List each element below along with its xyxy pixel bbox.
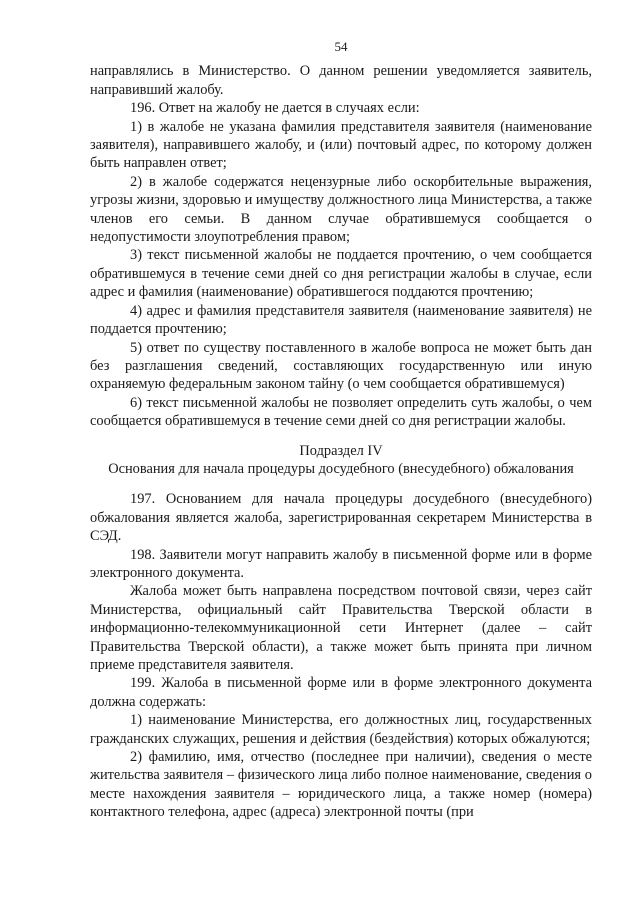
- paragraph-continuation: направлялись в Министерство. О данном решении уведомляется заявитель, направивший жалобу.: [90, 63, 592, 98]
- paragraph-197: 197. Основанием для начала процедуры досудебного (внесудебного) обжалования является жалоба, зарегистрированная секретарем Министерства в СЭД.: [90, 491, 592, 545]
- list-item-196-5: 5) ответ по существу поставленного в жалобе вопроса не может быть дан без разглашения сведений, составляющих государственную или иную охраняемую федеральным законом тайну (о чем сообщается обратившемуся): [90, 339, 592, 393]
- list-item-199-2: 2) фамилию, имя, отчество (последнее при наличии), сведения о месте жительства заявителя – физического лица либо полное наименование, сведения о месте нахождения заявителя – юридического лица, а также номер (номера) контактного телефона, адрес (адреса) электронной почты (при: [90, 749, 592, 821]
- list-item-199-1: 1) наименование Министерства, его должностных лиц, государственных гражданских служащих, решения и действия (бездействия) которых обжалуются;: [90, 712, 592, 747]
- page-number: 54: [334, 39, 348, 54]
- subsection-title: Основания для начала процедуры досудебного (внесудебного) обжалования: [108, 460, 574, 477]
- paragraph-198: 198. Заявители могут направить жалобу в письменной форме или в форме электронного документа.: [90, 546, 592, 581]
- paragraph-198-continued: Жалоба может быть направлена посредством почтовой связи, через сайт Министерства, официальный сайт Правительства Тверской области в информационно-телекоммуникационной сети Интернет (далее – сайт Правительства Тверской области), а также может быть принята при личном приеме представителя заявителя.: [90, 583, 592, 673]
- list-item-196-6: 6) текст письменной жалобы не позволяет определить суть жалобы, о чем сообщается обратившемуся в течение семи дней со дня регистрации жалобы.: [90, 394, 592, 430]
- list-item-196-4: 4) адрес и фамилия представителя заявителя (наименование заявителя) не поддается прочтению;: [90, 302, 592, 338]
- subsection-number: Подраздел IV: [299, 442, 383, 459]
- paragraph-199: 199. Жалоба в письменной форме или в форме электронного документа должна содержать:: [90, 675, 592, 710]
- paragraph-196: 196. Ответ на жалобу не дается в случаях если:: [130, 100, 420, 117]
- list-item-196-1: 1) в жалобе не указана фамилия представителя заявителя (наименование заявителя), направившего жалобу, и (или) почтовый адрес, по которому должен быть направлен ответ;: [90, 118, 592, 172]
- list-item-196-3: 3) текст письменной жалобы не поддается прочтению, о чем сообщается обратившемуся в течение семи дней со дня регистрации жалобы в случае, если адрес и фамилия (наименование) обратившегося поддаются прочтению;: [90, 247, 592, 301]
- list-item-196-2: 2) в жалобе содержатся нецензурные либо оскорбительные выражения, угрозы жизни, здоровью и имуществу должностного лица Министерства, а также членов его семьи. В данном случае обратившемуся сообщается о недопустимости злоупотребления правом;: [90, 173, 592, 246]
